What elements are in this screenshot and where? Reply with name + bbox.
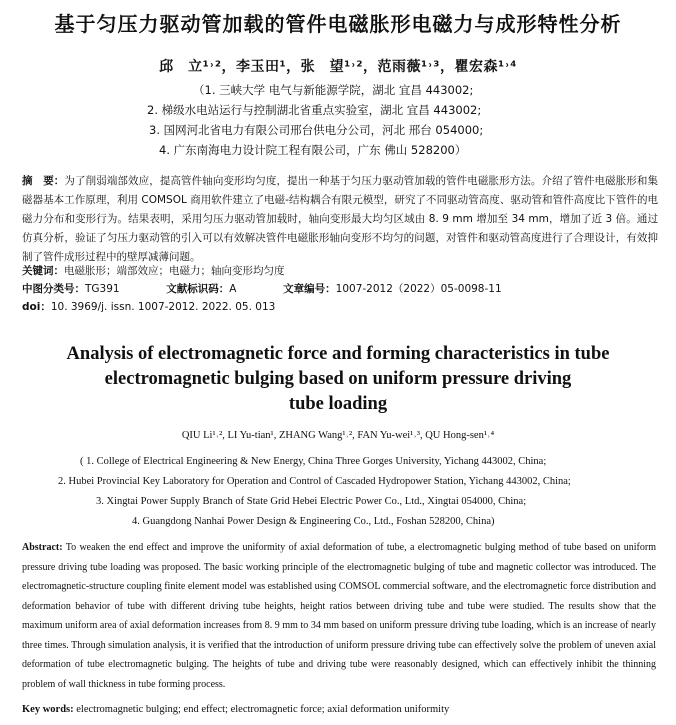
document-code-value: A <box>229 283 237 295</box>
english-keywords <box>22 701 658 719</box>
chinese-keywords-text: 电磁胀形；端部效应；电磁力；轴向变形均匀度 <box>64 265 285 277</box>
chinese-keywords <box>22 262 658 280</box>
chinese-abstract-label: 摘 要： <box>22 175 65 187</box>
chinese-affiliation-3: 3. 国网河北省电力有限公司邢台供电分公司，河北 邢台 054000; <box>149 123 484 137</box>
clc-label: 中图分类号： <box>22 283 85 295</box>
english-affiliation-2: 2. Hubei Provincial Key Laboratory for Operation and Control of Cascaded Hydropower Station, Yichang 443002, China; <box>58 476 571 487</box>
document-code-label: 文献标识码： <box>166 283 230 295</box>
clc-value: TG391 <box>85 283 120 295</box>
chinese-authors: 邱 立¹˒²，李玉田¹，张 望¹˒²，范雨薇¹˒³，瞿宏森¹˒⁴ <box>159 59 517 75</box>
chinese-abstract <box>22 172 658 267</box>
english-abstract <box>22 538 656 694</box>
english-abstract-text: To weaken the end effect and improve the uniformity of axial deformation of tube, a electromagnetic bulging method of tube based on uniform pressure driving tube loading was proposed. The basic working principle of the electromagnetic bulging of tube and magnetic collector was introduced. The electromagnetic-structure coupling finite element model was established using COMSOL commercial software, and the electromagnetic force distribution and deformation behavior of tube with different driving tube heights, height ratios between driving tube and tube were studied. The results show that the maximum uniform area of axial deformation increases from 8. 9 mm to 34 mm based on uniform pressure driving tube loading, which is an increase of nearly three times. Through simulation analysis, it is verified that the introduction of uniform pressure driving tube can effectively solve the problem of uneven axial deformation of tube electromagnetic bulging. The heights of tube and driving tube were reasonably designed, which can effectively inhibit the thinning problem of wall thickness in tube forming process. <box>22 542 656 690</box>
doi-value: 10. 3969/j. issn. 1007-2012. 2022. 05. 013 <box>50 301 276 313</box>
english-keywords-label: Key words: <box>22 704 74 715</box>
article-number-label: 文章编号： <box>283 283 336 295</box>
english-title-line-1: Analysis of electromagnetic force and forming characteristics in tube <box>66 344 610 364</box>
doi-line <box>22 298 275 316</box>
classification-line <box>22 280 502 298</box>
english-affiliation-4: 4. Guangdong Nanhai Power Design & Engineering Co., Ltd., Foshan 528200, China) <box>132 516 495 527</box>
chinese-abstract-text: 为了削弱端部效应，提高管件轴向变形均匀度，提出一种基于匀压力驱动管加载的管件电磁胀形方法。介绍了管件电磁胀形和集磁器基本工作原理，利用 COMSOL 商用软件建立了电磁-结构耦合有限元模型，研究了不同驱动管高度、驱动管和管件高度比下管件的电磁力分布和变形行为。结果表明，采用匀压力驱动管加载时，轴向变形最大均匀区域由 8. 9 mm 增加至 34 mm，增加了近 3 倍。通过仿真分析，验证了匀压力驱动管的引入可以有效解决管件电磁胀形轴向变形不均匀的问题，对管件和驱动管高度进行了合理设计，有效抑制了管件成形过程中的壁厚减薄问题。 <box>22 175 659 263</box>
article-number-value: 1007-2012（2022）05-0098-11 <box>335 283 502 295</box>
english-keywords-text: electromagnetic bulging; end effect; electromagnetic force; axial deformation uniformity <box>76 704 450 715</box>
chinese-affiliation-1: （1. 三峡大学 电气与新能源学院，湖北 宜昌 443002; <box>193 83 474 97</box>
english-abstract-label: Abstract: <box>22 542 63 553</box>
english-title <box>0 342 676 417</box>
english-title-line-2: electromagnetic bulging based on uniform pressure driving <box>104 369 572 389</box>
chinese-affiliation-4: 4. 广东南海电力设计院工程有限公司，广东 佛山 528200） <box>159 143 467 157</box>
english-authors: QIU Li¹˒², LI Yu-tian¹, ZHANG Wang¹˒², FAN Yu-wei¹˒³, QU Hong-sen¹˒⁴ <box>181 430 495 441</box>
english-affiliation-3: 3. Xingtai Power Supply Branch of State Grid Hebei Electric Power Co., Ltd., Xingtai 054000, China; <box>96 496 527 507</box>
chinese-affiliation-2: 2. 梯级水电站运行与控制湖北省重点实验室，湖北 宜昌 443002; <box>147 103 482 117</box>
doi-label: doi： <box>22 301 51 313</box>
chinese-title: 基于匀压力驱动管加载的管件电磁胀形电磁力与成形特性分析 <box>54 12 622 36</box>
english-affiliation-1: ( 1. College of Electrical Engineering & New Energy, China Three Gorges University, Yichang 443002, China; <box>80 456 547 467</box>
english-title-line-3: tube loading <box>288 394 388 414</box>
chinese-keywords-label: 关键词： <box>22 265 64 277</box>
